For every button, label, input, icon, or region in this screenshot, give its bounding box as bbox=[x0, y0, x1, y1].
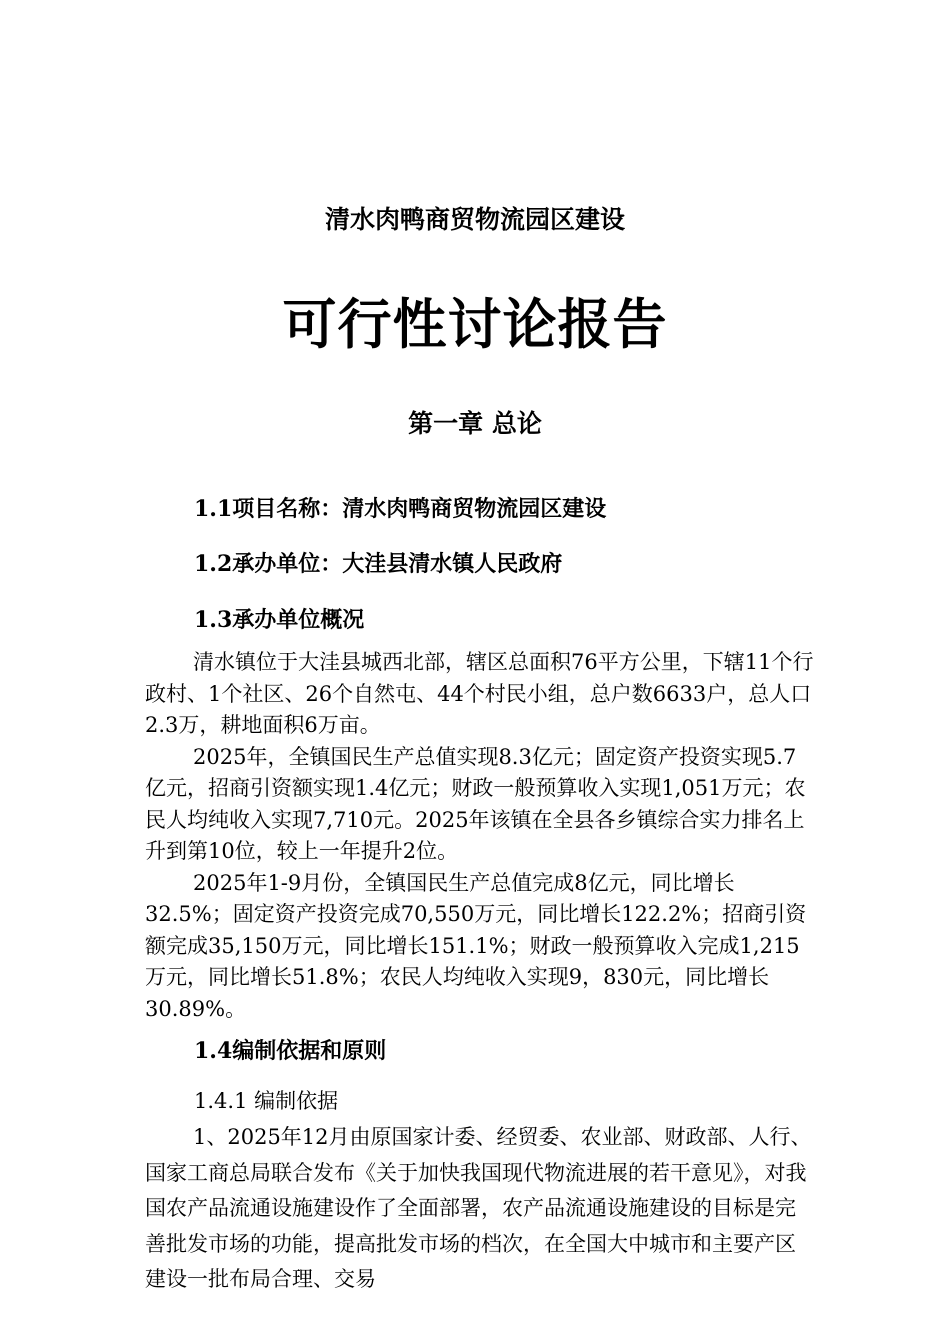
subsection-1-4-1-basis: 1.4.1 编制依据 bbox=[194, 1089, 339, 1113]
paragraph-2025-economy: 2025年，全镇国民生产总值实现8.3亿元；固定资产投资实现5.7亿元，招商引资额实现1.4亿元；财政一般预算收入实现1,051万元；农民人均纯收入实现7,710元。2025年该镇在全县各乡镇综合实力排名上升到第10位，较上一年提升2位。 bbox=[145, 744, 806, 863]
section-1-3-unit-overview: 1.3承办单位概况 bbox=[194, 607, 365, 633]
section-1-1-project-name: 1.1项目名称：清水肉鸭商贸物流园区建设 bbox=[194, 496, 607, 522]
document-title-project: 清水肉鸭商贸物流园区建设 bbox=[324, 205, 625, 234]
chapter-heading: 第一章 总论 bbox=[408, 409, 542, 438]
paragraph-jan-sep-stats: 2025年1-9月份，全镇国民生产总值完成8亿元，同比增长32.5%；固定资产投资完成70,550万元，同比增长122.2%；招商引资额完成35,150万元，同比增长151.1%；财政一般预算收入完成1,215万元，同比增长51.8%；农民人均纯收入实现9，830元，同比增长30.89%。 bbox=[145, 870, 807, 1021]
section-1-4-basis-principles: 1.4编制依据和原则 bbox=[194, 1038, 387, 1064]
section-1-2-undertaking-unit: 1.2承办单位：大洼县清水镇人民政府 bbox=[194, 551, 563, 577]
section-1-4-1-body bbox=[145, 1120, 815, 1298]
document-title-report: 可行性讨论报告 bbox=[282, 292, 668, 356]
paragraph-town-overview: 清水镇位于大洼县城西北部，辖区总面积76平方公里，下辖11个行政村、1个社区、26个自然屯、44个村民小组，总户数6633户，总人口2.3万，耕地面积6万亩。 bbox=[145, 650, 814, 737]
section-1-3-body bbox=[145, 647, 815, 1025]
paragraph-logistics-policy: 1、2025年12月由原国家计委、经贸委、农业部、财政部、人行、国家工商总局联合发布《关于加快我国现代物流进展的若干意见》，对我国农产品流通设施建设作了全面部署，农产品流通设施建设的目标是完善批发市场的功能，提高批发市场的档次，在全国大中城市和主要产区建设一批布局合理、交易 bbox=[145, 1125, 812, 1291]
